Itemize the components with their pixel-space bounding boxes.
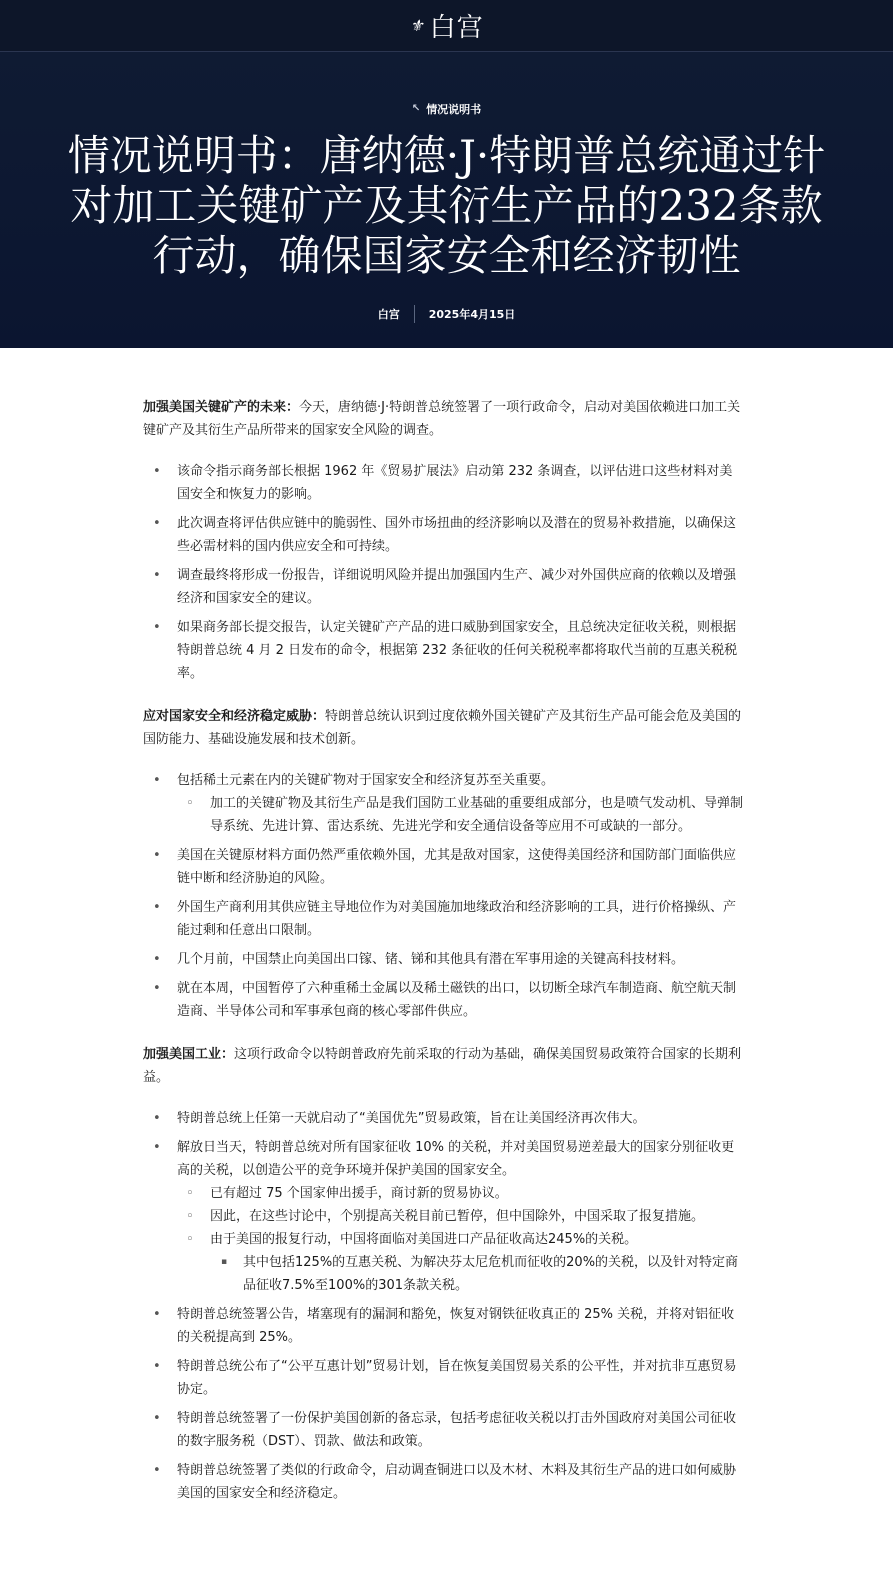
list-item — [177, 1136, 745, 1297]
list-item: • 如果商务部长提交报告，认定关键矿产产品的进口威胁到国家安全，且总统决定征收关税，则根据特朗普总统 4 月 2 日发布的命令，根据第 232 条征收的任何关税税率都将取代当前的互惠关税税率。 — [177, 616, 745, 685]
list-item: • 该命令指示商务部长根据 1962 年《贸易扩展法》启动第 232 条调查，以评估进口这些材料对美国安全和恢复力的影响。 — [177, 460, 745, 506]
paragraph — [143, 396, 745, 442]
site-header — [0, 0, 893, 52]
page-title: 情况说明书：唐纳德·J·特朗普总统通过针对加工关键矿产及其衍生产品的232条款行动，确保国家安全和经济韧性 — [67, 130, 826, 280]
paragraph-lead: 加强美国关键矿产的未来： — [143, 400, 300, 415]
list-item: • 特朗普总统上任第一天就启动了“美国优先”贸易政策，旨在让美国经济再次伟大。 — [177, 1107, 745, 1130]
bullet-list — [143, 769, 745, 1023]
bullet-list — [143, 460, 745, 685]
list-item: • 此次调查将评估供应链中的脆弱性、国外市场扭曲的经济影响以及潜在的贸易补救措施，以确保这些必需材料的国内供应安全和可持续。 — [177, 512, 745, 558]
list-item: • 美国在关键原材料方面仍然严重依赖外国，尤其是敌对国家，这使得美国经济和国防部门面临供应链中断和经济胁迫的风险。 — [177, 844, 745, 890]
nested-sub-list — [210, 1251, 745, 1297]
paragraph — [143, 1043, 745, 1089]
list-item: • 特朗普总统公布了“公平互惠计划”贸易计划，旨在恢复美国贸易关系的公平性，并对抗非互惠贸易协定。 — [177, 1355, 745, 1401]
paragraph — [143, 705, 745, 751]
paragraph-text: 这项行政命令以特朗普政府先前采取的行动为基础，确保美国贸易政策符合国家的长期利益。 — [143, 1047, 742, 1085]
list-item — [177, 769, 745, 838]
sub-list — [177, 792, 745, 838]
paragraph-lead: 应对国家安全和经济稳定威胁： — [143, 709, 326, 724]
list-item: • 特朗普总统签署公告，堵塞现有的漏洞和豁免，恢复对钢铁征收真正的 25% 关税，并将对铝征收的关税提高到 25%。 — [177, 1303, 745, 1349]
bullet-list — [143, 1107, 745, 1505]
sub-list-item: ◦ 已有超过 75 个国家伸出援手，商讨新的贸易协议。 — [210, 1182, 745, 1205]
paragraph-lead: 加强美国工业： — [143, 1047, 235, 1062]
article-body — [143, 348, 745, 1505]
site-name[interactable]: 白宫 — [429, 13, 484, 43]
list-item: • 特朗普总统签署了类似的行政命令，启动调查铜进口以及木材、木料及其衍生产品的进口如何威胁美国的国家安全和经济稳定。 — [177, 1459, 745, 1505]
list-item: • 几个月前，中国禁止向美国出口镓、锗、锑和其他具有潜在军事用途的关键高科技材料。 — [177, 948, 745, 971]
byline — [0, 305, 893, 323]
author[interactable]: 白宫 — [377, 307, 400, 321]
sub-list-item-text: 由于美国的报复行动，中国将面临对美国进口产品征收高达245%的关税。 — [210, 1232, 638, 1247]
paragraph-text: 今天，唐纳德·J·特朗普总统签署了一项行政命令，启动对美国依赖进口加工关键矿产及其衍生产品所带来的国家安全风险的调查。 — [143, 400, 741, 438]
list-item: • 就在本周，中国暂停了六种重稀土金属以及稀土磁铁的出口，以切断全球汽车制造商、航空航天制造商、半导体公司和军事承包商的核心零部件供应。 — [177, 977, 745, 1023]
seal-icon[interactable]: ⚜ — [409, 16, 424, 35]
sub-list-item: ◦ 因此，在这些讨论中，个别提高关税目前已暂停，但中国除外，中国采取了报复措施。 — [210, 1205, 745, 1228]
nested-list-item: ▪ 其中包括125%的互惠关税、为解决芬太尼危机而征收的20%的关税，以及针对特定商品征收7.5%至100%的301条款关税。 — [243, 1251, 745, 1297]
list-item: • 特朗普总统签署了一份保护美国创新的备忘录，包括考虑征收关税以打击外国政府对美国公司征收的数字服务税（DST）、罚款、做法和政策。 — [177, 1407, 745, 1453]
list-item: • 外国生产商利用其供应链主导地位作为对美国施加地缘政治和经济影响的工具，进行价格操纵、产能过剩和任意出口限制。 — [177, 896, 745, 942]
list-item: • 调查最终将形成一份报告，详细说明风险并提出加强国内生产、减少对外国供应商的依赖以及增强经济和国家安全的建议。 — [177, 564, 745, 610]
publish-date: 2025年4月15日 — [428, 307, 516, 321]
sub-list — [177, 1182, 745, 1297]
sub-list-item: ◦ 加工的关键矿物及其衍生产品是我们国防工业基础的重要组成部分，也是喷气发动机、导弹制导系统、先进计算、雷达系统、先进光学和安全通信设备等应用不可或缺的一部分。 — [210, 792, 745, 838]
list-item-text: 包括稀土元素在内的关键矿物对于国家安全和经济复苏至关重要。 — [177, 773, 555, 788]
hero — [0, 52, 893, 348]
paragraph-text: 特朗普总统认识到过度依赖外国关键矿产及其衍生产品可能会危及美国的国防能力、基础设施发展和技术创新。 — [143, 709, 742, 747]
divider — [414, 305, 415, 323]
list-item-text: 解放日当天，特朗普总统对所有国家征收 10% 的关税，并对美国贸易逆差最大的国家分别征收更高的关税，以创造公平的竞争环境并保护美国的国家安全。 — [177, 1140, 735, 1178]
arrow-icon: ↖ — [411, 103, 421, 114]
category-link[interactable] — [412, 101, 481, 117]
category-label: 情况说明书 — [426, 102, 482, 116]
sub-list-item — [210, 1228, 745, 1297]
